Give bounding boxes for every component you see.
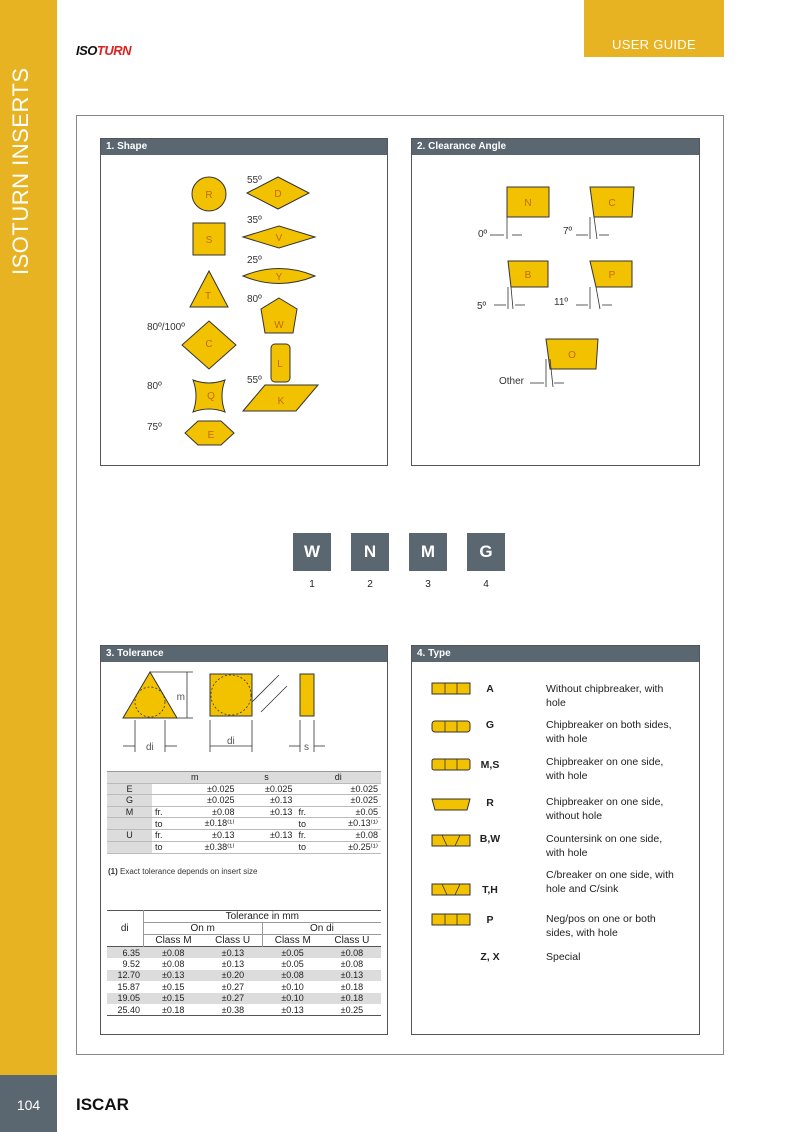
- t1-header-di: di: [295, 772, 381, 784]
- code-number-4: 4: [483, 579, 489, 590]
- clearance-letter-o: O: [568, 350, 576, 361]
- t2-header-main: Tolerance in mm: [143, 911, 381, 923]
- t2-row: 9.52 ±0.08 ±0.13 ±0.05 ±0.08: [122, 958, 364, 969]
- logo-turn: TURN: [96, 43, 132, 58]
- iscar-brand: ISCAR: [76, 1095, 129, 1114]
- type-desc-p: Neg/pos on one or both sides, with hole: [546, 913, 656, 939]
- footnote-mark: (1): [108, 867, 118, 876]
- clearance-panel-title: 2. Clearance Angle: [412, 139, 699, 155]
- t2-header-on-di: On di: [262, 923, 381, 935]
- clearance-panel: [411, 138, 700, 466]
- code-number-3: 3: [425, 579, 431, 590]
- shape-letter-t: T: [204, 291, 212, 302]
- shape-letter-d: D: [274, 189, 282, 200]
- tolerance-label-m: m: [176, 692, 185, 703]
- shape-letter-c: C: [205, 339, 213, 350]
- clearance-other: Other: [499, 376, 525, 387]
- type-ms-icon: [432, 759, 470, 770]
- shape-angle-e: 75º: [147, 422, 162, 433]
- type-panel: [411, 645, 700, 1035]
- type-desc-g: Chipbreaker on both sides, with hole: [546, 719, 672, 745]
- tolerance-label-di-square: di: [227, 736, 235, 747]
- code-number-2: 2: [367, 579, 373, 590]
- shape-letter-r: R: [205, 190, 213, 201]
- shape-letter-v: V: [275, 233, 283, 244]
- tolerance-footnote: [108, 867, 257, 876]
- t2-row: 19.05 ±0.15 ±0.27 ±0.10 ±0.18: [107, 993, 381, 1005]
- type-desc-th: C/breaker on one side, with hole and C/sink: [546, 869, 674, 895]
- t2-header-di: di: [107, 911, 143, 947]
- type-p-icon: [432, 914, 470, 925]
- type-code-r: R: [486, 797, 494, 809]
- isoturn-logo: [76, 43, 131, 58]
- code-letter-2: N: [351, 533, 389, 571]
- clearance-angle-5: 5º: [477, 301, 487, 312]
- tolerance-table-2: [107, 910, 381, 1016]
- code-letter-1: W: [293, 533, 331, 571]
- tolerance-diagram: [101, 664, 389, 774]
- type-bw-icon: [432, 835, 470, 846]
- type-panel-title: 4. Type: [412, 646, 699, 662]
- clearance-angle-11: 11º: [554, 297, 569, 308]
- tolerance-panel: [100, 645, 388, 1035]
- clearance-letter-n: N: [524, 198, 532, 209]
- shape-letter-k: K: [277, 396, 285, 407]
- tolerance-side-icon: [300, 674, 314, 716]
- shape-letter-y: Y: [275, 272, 283, 283]
- t2-class-m-2: Class M: [274, 935, 311, 946]
- shape-diagram: [101, 139, 389, 467]
- shape-angle-d: 55º: [247, 175, 262, 186]
- page-number: 104: [16, 1097, 41, 1113]
- t2-class-m-1: Class M: [155, 935, 192, 946]
- type-desc-ms: Chipbreaker on one side, with hole: [546, 756, 664, 782]
- shape-letter-s: S: [205, 235, 213, 246]
- type-a-icon: [432, 683, 470, 694]
- t2-row: 25.40 ±0.18 ±0.38 ±0.13 ±0.25: [107, 1004, 381, 1016]
- t1-row: G ±0.025 ±0.13 ±0.025: [107, 795, 381, 807]
- clearance-letter-c: C: [608, 198, 616, 209]
- clearance-letter-p: P: [608, 270, 616, 281]
- type-g-icon: [432, 721, 470, 732]
- code-letter-3: M: [409, 533, 447, 571]
- t2-header-on-m: On m: [143, 923, 262, 935]
- type-code-a: A: [486, 683, 494, 695]
- shape-panel: [100, 138, 388, 466]
- t1-row: M fr. ±0.08 ±0.13 fr. ±0.05: [107, 806, 381, 818]
- tolerance-square-icon: [210, 674, 252, 716]
- type-desc-bw: Countersink on one side, with hole: [546, 833, 663, 859]
- t1-header-m: m: [152, 772, 238, 784]
- type-r-icon: [432, 799, 470, 810]
- user-guide-label: USER GUIDE: [612, 37, 696, 52]
- type-th-icon: [432, 884, 470, 895]
- shape-angle-v: 35º: [247, 215, 262, 226]
- tolerance-triangle-icon: [123, 672, 177, 718]
- shape-angle-k: 55º: [247, 375, 262, 386]
- t1-header-s: s: [238, 772, 296, 784]
- t1-row: to ±0.18⁽¹⁾ to ±0.13⁽¹⁾: [107, 818, 381, 830]
- shape-letter-e: E: [207, 430, 215, 441]
- t1-row: E ±0.025 ±0.025 ±0.025: [107, 783, 381, 795]
- type-code-g: G: [485, 719, 495, 731]
- tolerance-table-1: [107, 771, 381, 854]
- t1-row: to ±0.38⁽¹⁾ to ±0.25⁽¹⁾: [107, 841, 381, 853]
- clearance-angle-7: 7º: [563, 226, 573, 237]
- tolerance-label-s: s: [304, 742, 309, 753]
- footnote-text: Exact tolerance depends on insert size: [120, 867, 258, 876]
- t2-class-u-2: Class U: [334, 935, 370, 946]
- t2-row: 6.35 ±0.08 ±0.13 ±0.05 ±0.08: [107, 947, 381, 959]
- type-code-ms: M,S: [480, 759, 500, 771]
- type-code-th: T,H: [482, 884, 498, 896]
- clearance-letter-b: B: [524, 270, 532, 281]
- clearance-angle-0: 0º: [478, 229, 488, 240]
- clearance-diagram: [412, 139, 701, 467]
- type-desc-r: Chipbreaker on one side, without hole: [546, 796, 664, 822]
- shape-angle-w: 80º: [247, 294, 262, 305]
- t2-row: 12.70 ±0.13 ±0.20 ±0.08 ±0.13: [107, 970, 381, 982]
- shape-angle-q: 80º: [147, 381, 162, 392]
- shape-letter-q: Q: [207, 391, 215, 402]
- shape-panel-title: 1. Shape: [101, 139, 387, 155]
- logo-iso: ISO: [76, 43, 97, 58]
- type-desc-zx: Special: [546, 951, 581, 963]
- tolerance-panel-title: 3. Tolerance: [101, 646, 387, 662]
- type-code-bw: B,W: [479, 833, 501, 845]
- shape-letter-l: L: [277, 359, 283, 370]
- shape-angle-c: 80º/100º: [147, 322, 185, 333]
- code-letter-4: G: [467, 533, 505, 571]
- shape-angle-y: 25º: [247, 255, 262, 266]
- t2-row: 15.87 ±0.15 ±0.27 ±0.10 ±0.18: [117, 981, 364, 992]
- t2-class-u-1: Class U: [203, 935, 262, 947]
- type-desc-a: Without chipbreaker, with hole: [546, 683, 664, 709]
- shape-letter-w: W: [274, 320, 284, 331]
- tolerance-label-di-triangle: di: [146, 742, 154, 753]
- t1-row: U fr. ±0.13 ±0.13 fr. ±0.08: [107, 830, 381, 842]
- sidebar-title: ISOTURN INSERTS: [8, 67, 33, 275]
- type-code-zx: Z, X: [480, 951, 500, 963]
- type-code-p: P: [486, 914, 494, 926]
- code-number-1: 1: [309, 579, 315, 590]
